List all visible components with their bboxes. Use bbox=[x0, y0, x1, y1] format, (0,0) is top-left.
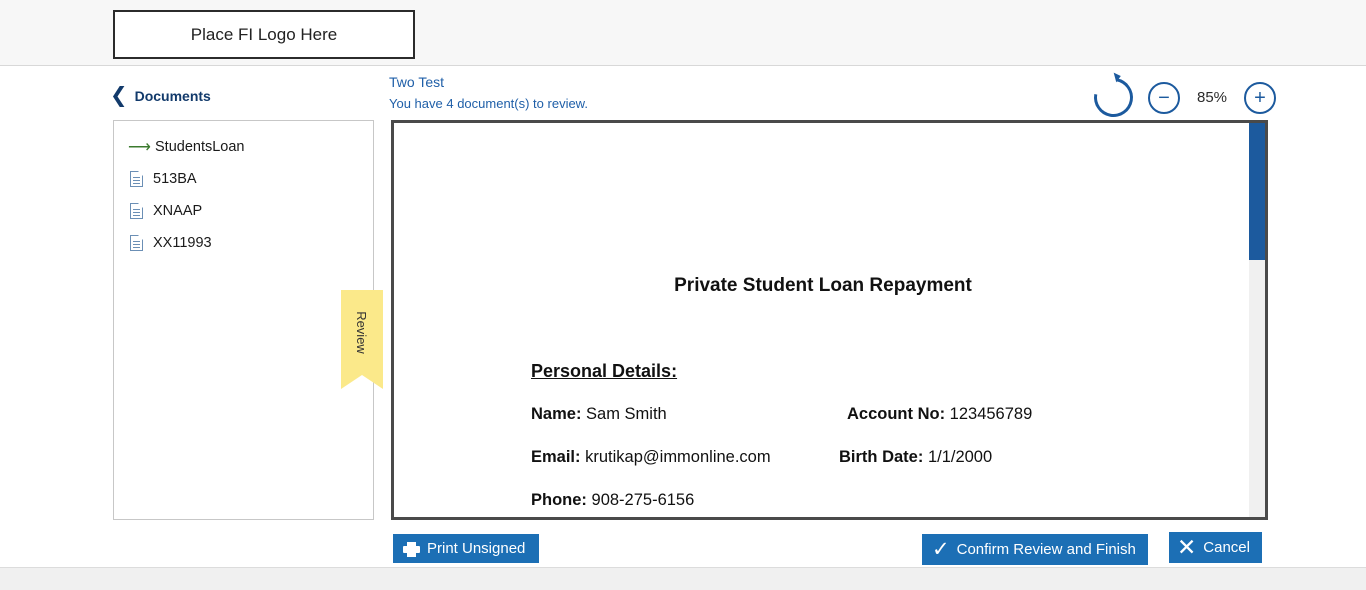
confirm-review-button[interactable] bbox=[922, 534, 1148, 565]
field-email-label: Email: bbox=[531, 448, 581, 466]
document-page bbox=[394, 123, 1252, 517]
zoom-controls bbox=[1094, 78, 1276, 117]
print-unsigned-button[interactable] bbox=[393, 534, 539, 563]
section-heading: Personal Details: bbox=[531, 361, 678, 381]
bottom-bar bbox=[0, 567, 1366, 590]
back-to-documents-link[interactable] bbox=[110, 84, 211, 107]
field-phone bbox=[531, 491, 694, 510]
file-icon bbox=[130, 171, 143, 187]
document-title: Private Student Loan Repayment bbox=[674, 275, 972, 296]
document-viewer bbox=[391, 120, 1268, 520]
field-birth-date bbox=[839, 448, 992, 467]
zoom-in-button[interactable] bbox=[1244, 82, 1276, 114]
logo-placeholder bbox=[113, 10, 415, 59]
print-unsigned-label: Print Unsigned bbox=[427, 540, 526, 557]
back-to-documents-label: Documents bbox=[134, 88, 211, 104]
field-phone-label: Phone: bbox=[531, 491, 587, 509]
list-item-label: XX11993 bbox=[153, 235, 212, 251]
list-item-label: XNAAP bbox=[153, 203, 203, 219]
zoom-in-label: + bbox=[1254, 86, 1266, 109]
header bbox=[0, 66, 1366, 119]
field-birth-date-value: 1/1/2000 bbox=[927, 448, 993, 466]
field-name bbox=[531, 405, 667, 424]
list-item[interactable] bbox=[114, 131, 373, 163]
field-phone-value: 908-275-6156 bbox=[591, 491, 695, 509]
refresh-icon[interactable] bbox=[1086, 70, 1140, 124]
arrow-right-icon: ⟶ bbox=[128, 139, 151, 156]
review-tab[interactable] bbox=[341, 290, 383, 375]
list-item-label: 513BA bbox=[153, 171, 197, 187]
list-item[interactable] bbox=[114, 227, 373, 259]
field-email bbox=[531, 448, 771, 467]
chevron-left-icon: ❮ bbox=[110, 84, 128, 107]
check-icon: ✓ bbox=[932, 538, 950, 561]
cancel-label: Cancel bbox=[1203, 539, 1250, 556]
field-account-no-value: 123456789 bbox=[949, 405, 1033, 423]
logo-bar bbox=[0, 0, 1366, 66]
field-name-label: Name: bbox=[531, 405, 582, 423]
zoom-out-button[interactable] bbox=[1148, 82, 1180, 114]
logo-placeholder-text: Place FI Logo Here bbox=[190, 24, 338, 44]
field-account-no bbox=[847, 405, 1032, 424]
viewer-scrollbar-thumb[interactable] bbox=[1249, 123, 1265, 260]
document-list bbox=[113, 120, 374, 520]
list-item[interactable] bbox=[114, 163, 373, 195]
document-info bbox=[389, 72, 588, 114]
cancel-button[interactable] bbox=[1169, 532, 1262, 563]
review-tab-label: Review bbox=[354, 311, 370, 354]
printer-icon bbox=[403, 542, 420, 556]
zoom-level: 85% bbox=[1196, 89, 1228, 106]
list-item[interactable] bbox=[114, 195, 373, 227]
field-birth-date-label: Birth Date: bbox=[839, 448, 924, 466]
field-account-no-label: Account No: bbox=[847, 405, 946, 423]
field-name-value: Sam Smith bbox=[586, 405, 667, 423]
close-icon: ✕ bbox=[1177, 534, 1197, 560]
confirm-review-label: Confirm Review and Finish bbox=[956, 541, 1136, 558]
review-notice: You have 4 document(s) to review. bbox=[389, 95, 588, 111]
viewer-scrollbar[interactable] bbox=[1249, 123, 1265, 517]
field-email-value: krutikap@immonline.com bbox=[585, 448, 771, 466]
list-item-label: StudentsLoan bbox=[155, 139, 245, 155]
file-icon bbox=[130, 235, 143, 251]
zoom-out-label: − bbox=[1158, 86, 1170, 109]
user-name: Two Test bbox=[389, 74, 444, 90]
file-icon bbox=[130, 203, 143, 219]
